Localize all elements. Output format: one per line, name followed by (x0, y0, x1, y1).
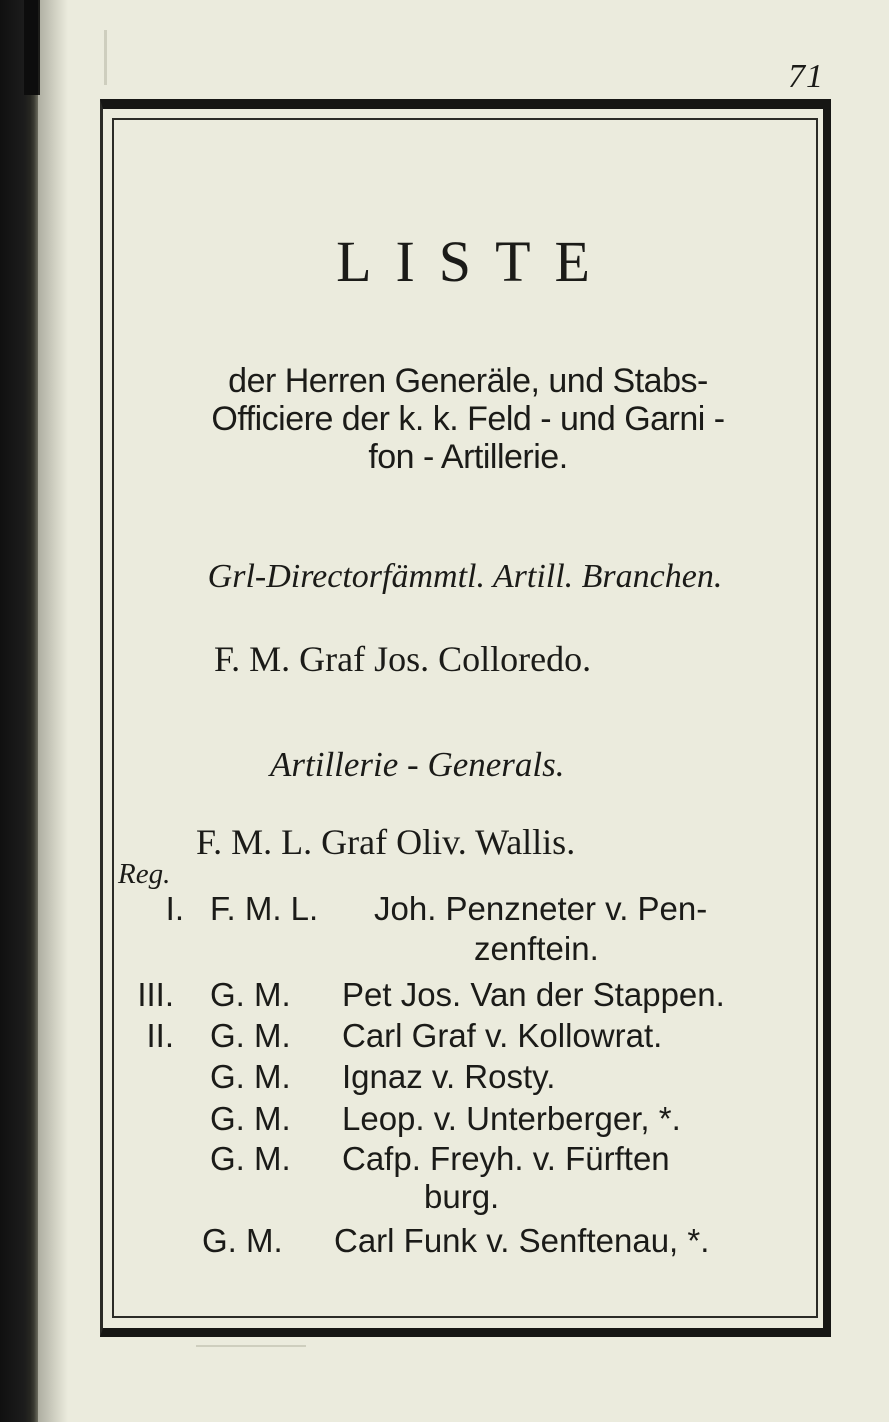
gutter-shadow (38, 0, 68, 1422)
page-border-inner (112, 118, 818, 1318)
director-entry: F. M. Graf Jos. Colloredo. (214, 639, 592, 679)
paper-mark (196, 1345, 306, 1347)
rank: F. M. L. (210, 890, 319, 927)
rank: G. M. (202, 1222, 283, 1259)
officer-name: Cafp. Freyh. v. Fürften (342, 1140, 670, 1177)
subtitle-line-1: der Herren Generäle, und Stabs- (228, 362, 708, 400)
generals-heading: Artillerie - Generals. (270, 745, 565, 784)
paper-mark (104, 30, 107, 85)
page-number: 71 (788, 58, 824, 95)
officer-name: Joh. Penzneter v. Pen- (374, 890, 708, 927)
page-title: LISTE (336, 229, 614, 294)
officer-name-continued: burg. (424, 1178, 500, 1215)
subtitle-line-2: Officiere der k. k. Feld - und Garni - (211, 400, 725, 438)
regiment-number: II. (146, 1017, 174, 1054)
officer-name: Pet Jos. Van der Stappen. (342, 976, 725, 1013)
director-heading: Grl-Directorfämmtl. Artill. Branchen. (207, 558, 723, 595)
rank: G. M. (210, 1017, 291, 1054)
officer-name: Carl Graf v. Kollowrat. (342, 1017, 663, 1054)
officer-name-continued: zenftein. (474, 930, 599, 967)
regiment-number: III. (137, 976, 174, 1013)
rank: G. M. (210, 1058, 291, 1095)
page-subtitle (118, 362, 818, 476)
rank: G. M. (210, 1140, 291, 1177)
regiment-number: I. (165, 890, 184, 927)
officer-name: Leop. v. Unterberger, *. (342, 1100, 681, 1137)
regiment-column-label: Reg. (118, 858, 171, 890)
rank: G. M. (210, 1100, 291, 1137)
lead-general-entry: F. M. L. Graf Oliv. Wallis. (196, 822, 576, 862)
subtitle-line-3: fon - Artillerie. (368, 438, 568, 476)
officer-name: Carl Funk v. Senftenau, *. (334, 1222, 710, 1259)
officer-name: Ignaz v. Rosty. (342, 1058, 556, 1095)
rank: G. M. (210, 976, 291, 1013)
book-spine (0, 0, 38, 1422)
